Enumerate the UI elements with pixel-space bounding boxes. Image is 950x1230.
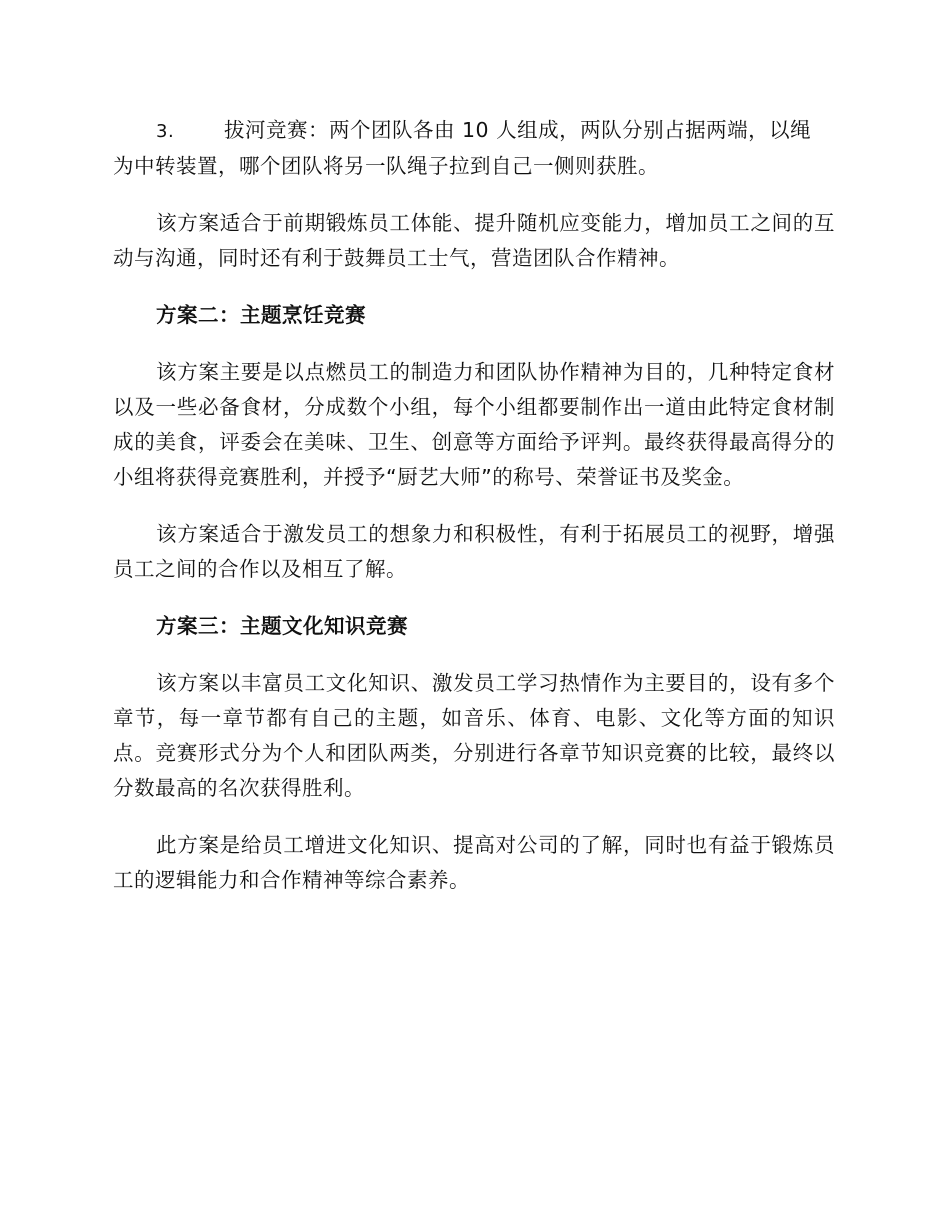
plan2-summary: 该方案适合于激发员工的想象力和积极性，有利于拓展员工的视野，增强员工之间的合作以及相互了解。: [113, 522, 835, 581]
plan3-summary: 此方案是给员工增进文化知识、提高对公司的了解，同时也有益于锻炼员工的逻辑能力和合作精神等综合素养。: [113, 833, 835, 892]
plan2-heading: 方案二：主题烹饪竞赛: [156, 303, 366, 327]
plan2-body: 该方案主要是以点燃员工的制造力和团队协作精神为目的，几种特定食材以及一些必备食材，分成数个小组，每个小组都要制作出一道由此特定食材制成的美食，评委会在美味、卫生、创意等方面给予评判。最终获得最高得分的小组将获得竞赛胜利，并授予“厨艺大师”的称号、荣誉证书及奖金。: [113, 360, 835, 489]
list-item-3-line2: 为中转装置，哪个团队将另一队绳子拉到自己一侧则获胜。: [113, 154, 659, 178]
list-number: 3.: [156, 121, 175, 142]
list-item-3: [113, 113, 835, 149]
list-item-3-line1: 拔河竞赛：两个团队各由 10 人组成，两队分别占据两端，以绳: [224, 118, 812, 142]
plan1-summary: 该方案适合于前期锻炼员工体能、提升随机应变能力，增加员工之间的互动与沟通，同时还有利于鼓舞员工士气，营造团队合作精神。: [113, 211, 835, 270]
plan3-heading: 方案三：主题文化知识竞赛: [156, 614, 408, 638]
document-body: [113, 113, 835, 898]
plan3-body: 该方案以丰富员工文化知识、激发员工学习热情作为主要目的，设有多个章节，每一章节都有自己的主题，如音乐、体育、电影、文化等方面的知识点。竞赛形式分为个人和团队两类，分别进行各章节知识竞赛的比较，最终以分数最高的名次获得胜利。: [113, 671, 835, 800]
